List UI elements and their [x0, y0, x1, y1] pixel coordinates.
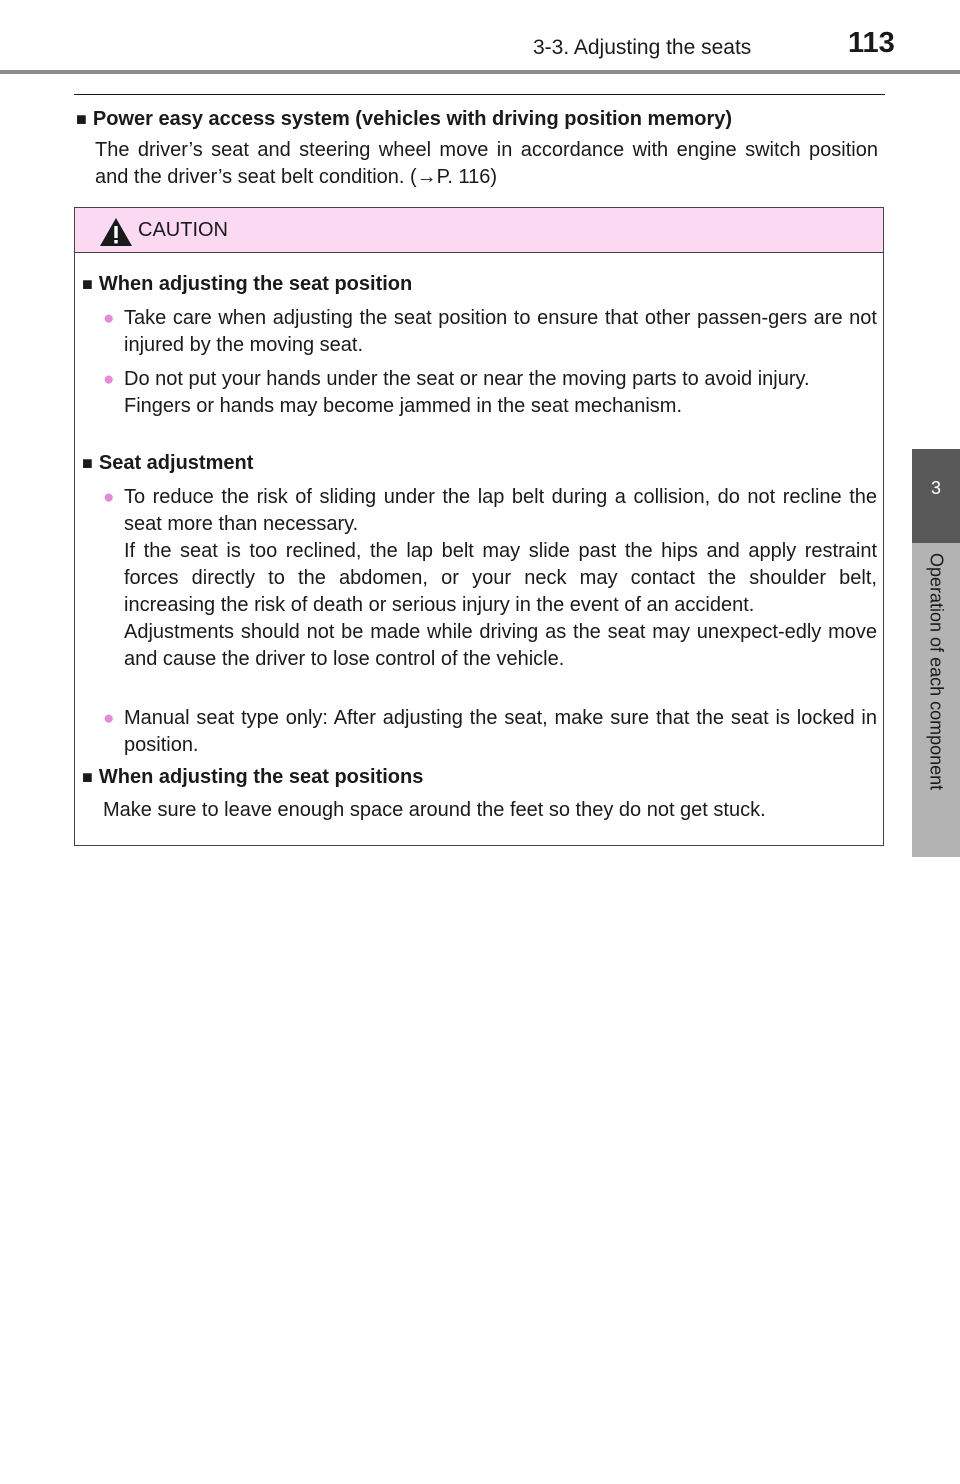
caution-box — [74, 207, 884, 846]
caution-heading-seat-position: ■ When adjusting the seat position — [82, 273, 413, 295]
caution-heading-seat-adjustment: ■ Seat adjustment — [82, 452, 254, 474]
caution-bullet: ● To reduce the risk of sliding under the lap belt during a collision, do not recline the seat more than necessary. If the seat is too reclined, the lap belt may slide past the hips and apply restraint forces directly to the abdomen, or your neck may contact the shoulder belt, increasing the risk of death or serious injury in the event of an accident. Adjustments should not be made while driving as the seat may unexpect-edly move and cause the driver to lose control of the vehicle. — [103, 486, 877, 670]
caution-heading-seat-positions: ■ When adjusting the seat positions — [82, 766, 424, 788]
section-heading — [76, 108, 732, 131]
chapter-number: 3 — [930, 478, 941, 498]
section-divider — [74, 94, 885, 95]
section-marker: ■ — [76, 109, 87, 129]
header-section-title: 3-3. Adjusting the seats — [533, 36, 752, 59]
section-heading-text: Power easy access system (vehicles with driving position memory) — [92, 108, 733, 130]
chapter-title: Operation of each component — [926, 553, 947, 791]
chapter-side-tab — [912, 0, 960, 1484]
caution-bullet: ● Do not put your hands under the seat or near the moving parts to avoid injury. Fingers or hands may become jammed in the seat mechanism. — [103, 368, 810, 417]
caution-header — [75, 208, 883, 253]
caution-bullet: ● Manual seat type only: After adjusting the seat, make sure that the seat is locked in position. — [103, 707, 877, 756]
caution-bullet: ● Take care when adjusting the seat position to ensure that other passen-gers are not injured by the moving seat. — [103, 307, 877, 356]
caution-title: CAUTION — [138, 219, 228, 241]
page-number: 113 — [848, 27, 895, 59]
bullet-dot: ● — [103, 308, 115, 329]
bullet-dot: ● — [103, 708, 115, 729]
warning-triangle-icon — [99, 217, 133, 247]
caution-text: Make sure to leave enough space around the feet so they do not get stuck. — [103, 799, 766, 821]
bullet-dot: ● — [103, 369, 115, 390]
header-rule — [0, 70, 960, 74]
bullet-dot: ● — [103, 487, 115, 508]
section-body: The driver’s seat and steering wheel move in accordance with engine switch position and the driver’s seat belt condition. (→P. 116) — [95, 139, 878, 188]
